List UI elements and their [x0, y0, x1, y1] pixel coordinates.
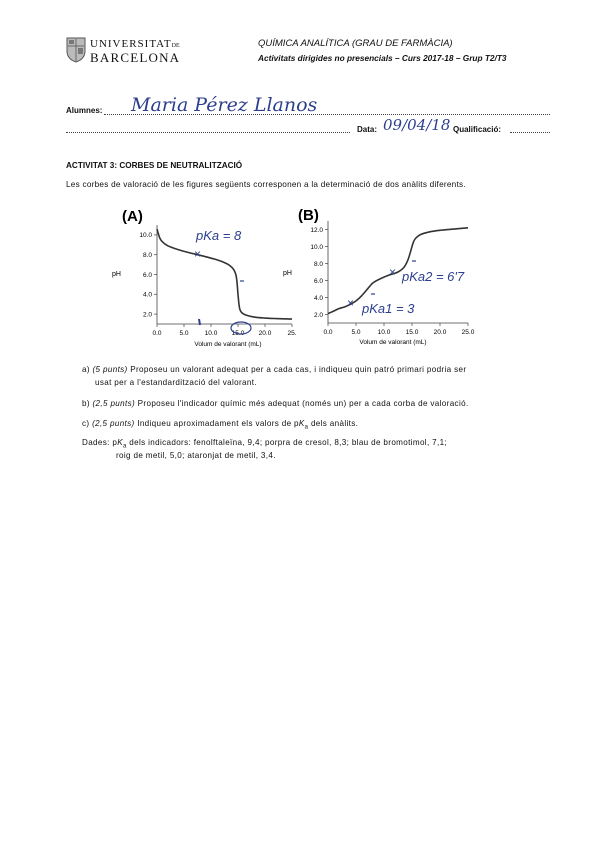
data-note-sub: a [122, 443, 127, 450]
date-value[interactable]: 09/04/18 [383, 116, 451, 134]
date-label: Data: [357, 125, 378, 134]
question-c-k: K [298, 419, 305, 428]
data-note [82, 438, 447, 450]
chartA-xtick-label: 25. [287, 330, 297, 337]
chartA-xtick-label: 20.0 [258, 330, 272, 337]
chartB-ytick-label: 2.0 [313, 311, 323, 319]
logo-line1-small: DE [171, 43, 180, 49]
data-note-line2: roig de metil, 5,0; ataronjat de metil, 3,4. [116, 451, 276, 460]
chartA-ytick-label: 10.0 [139, 232, 152, 240]
activity-title: ACTIVITAT 3: CORBES DE NEUTRALITZACIÓ [66, 161, 243, 170]
question-c-sub: a [304, 424, 309, 431]
chartA-xtick-label: 0.0 [152, 330, 162, 337]
data-note-label: Dades: [82, 438, 110, 447]
chart-a-title: (A) [122, 208, 143, 225]
chart-a-ylabel: pH [112, 271, 121, 278]
chart-b-ylabel: pH [283, 270, 292, 277]
chart-b-title: (B) [298, 207, 319, 224]
chartB-xtick-label: 20.0 [433, 329, 447, 336]
chart-b-xlabel: Volum de valorant (mL) [359, 339, 427, 346]
data-note-k: K [117, 438, 123, 447]
course-title: QUÍMICA ANALÍTICA (GRAU DE FARMÀCIA) [258, 38, 453, 49]
course-subtitle: Activitats dirigides no presencials – Curs 2017-18 – Grup T2/T3 [258, 53, 507, 63]
titration-chart-a [110, 203, 300, 353]
question-b [82, 399, 469, 408]
question-c-text-pre: Indiqueu aproximadament els valors de p [137, 419, 299, 428]
chart-b-cross-mark-1: × [347, 296, 355, 310]
question-c-text-post: dels anàlits. [308, 419, 359, 428]
chartA-xtick-label: 5.0 [179, 330, 189, 337]
question-a-points: (5 punts) [92, 365, 128, 374]
chart-a-cross-mark: × [194, 247, 202, 261]
chartB-ytick-label: 6.0 [313, 277, 323, 285]
chartB-ytick-label: 4.0 [313, 294, 323, 302]
titration-chart-b [282, 201, 502, 351]
chart-b-pka2-note: pKa2 = 6'7 [402, 269, 465, 284]
second-dotted-line [66, 132, 350, 133]
activity-intro: Les corbes de valoració de les figures següents corresponen a la determinació de dos anàlits diferents. [66, 180, 466, 189]
chartA-ytick-label: 4.0 [142, 291, 152, 299]
question-b-letter: b) [82, 399, 90, 408]
question-c [82, 419, 358, 431]
chartA-xtick-label: 10.0 [204, 330, 218, 337]
chartA-xtick-label: 15.0 [231, 330, 245, 337]
chartB-ytick-label: 8.0 [313, 260, 323, 268]
chart-a-tick-mark [199, 319, 200, 325]
chartB-xtick-label: 25.0 [461, 329, 475, 336]
logo-line2: BARCELONA [90, 50, 181, 65]
students-value[interactable]: Maria Pérez Llanos [131, 94, 318, 116]
logo-line1: UNIVERSITATDE [90, 38, 180, 50]
question-a [82, 365, 466, 374]
chartA-ytick-label: 8.0 [142, 252, 152, 259]
question-c-points: (2,5 punts) [92, 419, 135, 428]
chartA-ytick-label: 6.0 [142, 271, 152, 279]
chart-b-pka1-note: pKa1 = 3 [362, 301, 415, 316]
university-logo [66, 37, 181, 65]
question-b-points: (2,5 punts) [92, 399, 136, 408]
chart-a-xlabel: Volum de valorant (mL) [194, 341, 262, 348]
chart-b-cross-mark-2: × [389, 265, 397, 279]
chartB-xtick-label: 0.0 [323, 329, 333, 336]
question-b-text: Proposeu l'indicador químic més adequat (només un) per a cada corba de valoració. [137, 399, 469, 408]
data-note-p: p [112, 438, 118, 447]
question-a-text: Proposeu un valorant adequat per a cada cas, i indiqueu quin patró primari podria ser [130, 365, 467, 374]
chartB-xtick-label: 15.0 [405, 329, 419, 336]
chartB-xtick-label: 5.0 [351, 329, 361, 336]
data-note-text: dels indicadors: fenolftaleïna, 9,4; porpra de cresol, 8,3; blau de bromotimol, 7,1; [126, 438, 448, 447]
chartB-xtick-label: 10.0 [377, 329, 391, 336]
question-c-letter: c) [82, 419, 90, 428]
grade-dotted-line [510, 132, 550, 133]
students-label: Alumnes: [66, 106, 103, 115]
chart-a-pka-note: pKa = 8 [196, 228, 242, 243]
shield-icon [66, 37, 86, 63]
chartA-ytick-label: 2.0 [142, 311, 152, 319]
grade-label: Qualificació: [453, 125, 502, 134]
question-a-line2: usat per a l'estandardització del valorant. [95, 378, 257, 387]
question-a-letter: a) [82, 365, 90, 374]
chartB-ytick-label: 12.0 [310, 226, 323, 234]
chartB-ytick-label: 10.0 [310, 243, 323, 251]
